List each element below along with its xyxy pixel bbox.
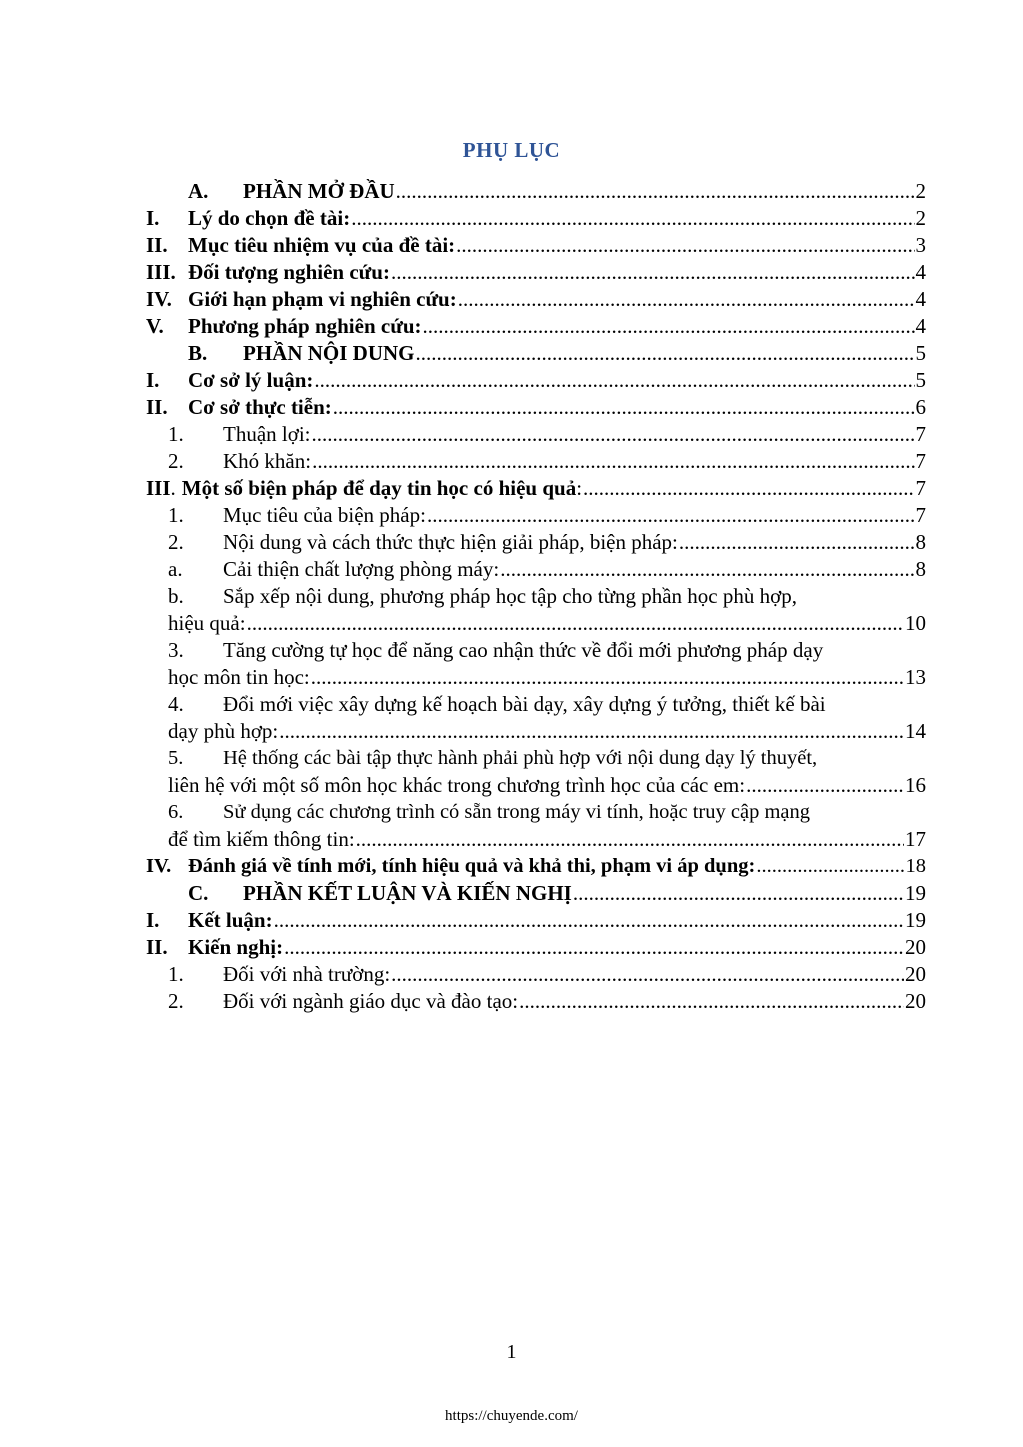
toc-leader-dots bbox=[314, 367, 914, 394]
toc-entry-page: 14 bbox=[905, 719, 926, 743]
toc-entry-number: 2. bbox=[168, 989, 184, 1013]
toc-leader-dots bbox=[391, 259, 915, 286]
toc-entry-page: 2 bbox=[915, 206, 926, 230]
toc-entry[interactable] bbox=[146, 259, 926, 286]
toc-entry-number: I. bbox=[146, 206, 160, 230]
toc-leader-dots bbox=[391, 961, 904, 988]
toc-entry-text-continued: liên hệ với một số môn học khác trong chương trình học của các em: bbox=[168, 773, 746, 797]
toc-entry-number: IV. bbox=[146, 855, 172, 877]
toc-entry-text: Cơ sở lý luận: bbox=[188, 368, 314, 392]
toc-entry-text: Sắp xếp nội dung, phương pháp học tập cho từng phần học phù hợp, bbox=[223, 584, 797, 608]
toc-entry[interactable] bbox=[146, 394, 926, 421]
toc-entry-number: 2. bbox=[168, 530, 184, 554]
toc-entry-page: 4 bbox=[915, 314, 926, 338]
toc-leader-dots bbox=[311, 664, 904, 691]
toc-entry[interactable] bbox=[146, 988, 926, 1015]
toc-entry-page: 10 bbox=[905, 611, 926, 635]
toc-entry-number: IV. bbox=[146, 287, 172, 311]
toc-entry-text: Thuận lợi: bbox=[223, 422, 311, 446]
toc-entry-page: 2 bbox=[915, 179, 926, 203]
toc-entry-text-continued: để tìm kiếm thông tin: bbox=[168, 827, 355, 851]
toc-entry-part-c[interactable] bbox=[146, 880, 926, 907]
toc-entry-number: a. bbox=[168, 557, 183, 581]
toc-entry-text: Lý do chọn đề tài: bbox=[188, 206, 351, 230]
toc-entry-text: Cải thiện chất lượng phòng máy: bbox=[223, 557, 500, 581]
toc-entry-page: 7 bbox=[915, 503, 926, 527]
toc-entry-number: 4. bbox=[168, 692, 184, 716]
toc-entry-text: Kiến nghị: bbox=[188, 935, 284, 959]
toc-leader-dots bbox=[427, 502, 915, 529]
toc-leader-dots bbox=[279, 718, 904, 745]
toc-entry[interactable] bbox=[146, 286, 926, 313]
toc-leader-dots bbox=[312, 421, 915, 448]
toc-entry-number: V. bbox=[146, 314, 164, 338]
toc-entry-text: Đối với ngành giáo dục và đào tạo: bbox=[223, 989, 519, 1013]
toc-entry-page: 18 bbox=[905, 855, 926, 877]
toc-title: PHỤ LỤC bbox=[462, 138, 561, 162]
toc-entry-page: 4 bbox=[915, 260, 926, 284]
toc-entry-text: Sử dụng các chương trình có sẵn trong máy vi tính, hoặc truy cập mạng bbox=[223, 801, 810, 823]
toc-entry-number: 2. bbox=[168, 449, 184, 473]
toc-entry-page: 20 bbox=[905, 935, 926, 959]
toc-entry-number: I. bbox=[146, 908, 160, 932]
toc-entry-page: 7 bbox=[915, 422, 926, 446]
toc-entry-page: 19 bbox=[905, 908, 926, 932]
toc-entry-text: Hệ thống các bài tập thực hành phải phù hợp với nội dung dạy lý thuyết, bbox=[223, 747, 818, 769]
toc-entry-number: 6. bbox=[168, 801, 184, 823]
toc-entry-text: PHẦN MỞ ĐẦU bbox=[243, 179, 395, 203]
toc-leader-dots bbox=[679, 529, 915, 556]
toc-entry-text: Một số biện pháp để dạy tin học có hiệu quả bbox=[181, 476, 577, 500]
toc-entry-text: Phương pháp nghiên cứu: bbox=[188, 314, 422, 338]
toc-leader-dots bbox=[573, 880, 904, 907]
toc-entry-text: PHẦN KẾT LUẬN VÀ KIẾN NGHỊ bbox=[243, 881, 572, 905]
toc-entry-text-continued: học môn tin học: bbox=[168, 665, 310, 689]
toc-entry[interactable] bbox=[146, 421, 926, 448]
toc-leader-dots bbox=[746, 772, 904, 799]
page-number: 1 bbox=[506, 1341, 517, 1363]
toc-entry-number: 3. bbox=[168, 638, 184, 662]
toc-entry-number: C. bbox=[188, 881, 209, 905]
toc-entry[interactable] bbox=[146, 529, 926, 556]
toc-leader-dots bbox=[458, 286, 915, 313]
toc-entry-page: 13 bbox=[905, 665, 926, 689]
toc-entry[interactable] bbox=[146, 448, 926, 475]
toc-entry-page: 8 bbox=[915, 530, 926, 554]
toc-entry-text: PHẦN NỘI DUNG bbox=[243, 341, 415, 365]
toc-entry-text: Cơ sở thực tiễn: bbox=[188, 395, 332, 419]
toc-entry-text: Đánh giá về tính mới, tính hiệu quả và khả thi, phạm vi áp dụng: bbox=[188, 855, 756, 877]
toc-leader-dots bbox=[284, 934, 904, 961]
toc-entry[interactable] bbox=[146, 313, 926, 340]
toc-entry-number: 1. bbox=[168, 422, 184, 446]
toc-leader-dots bbox=[247, 610, 904, 637]
toc-entry-number: I. bbox=[146, 368, 160, 392]
toc-entry-page: 19 bbox=[905, 881, 926, 905]
toc-entry-number: B. bbox=[188, 341, 208, 365]
toc-entry-page: 5 bbox=[915, 341, 926, 365]
toc-entry-number: III. bbox=[146, 260, 176, 284]
toc-entry[interactable] bbox=[146, 205, 926, 232]
toc-entry-number: III bbox=[146, 476, 171, 500]
toc-leader-dots bbox=[312, 448, 914, 475]
toc-entry-page: 7 bbox=[915, 476, 926, 500]
toc-entry-number: 5. bbox=[168, 747, 184, 769]
toc-entry-number: II. bbox=[146, 395, 168, 419]
toc-entry-number: 1. bbox=[168, 962, 184, 986]
toc-entry-number: 1. bbox=[168, 503, 184, 527]
toc-leader-dots bbox=[423, 313, 915, 340]
toc-entry-text: Mục tiêu của biện pháp: bbox=[223, 503, 426, 527]
toc-entry-part-a[interactable] bbox=[146, 178, 926, 205]
toc-entry-multiline[interactable] bbox=[146, 745, 926, 799]
toc-entry-page: 20 bbox=[905, 962, 926, 986]
toc-leader-dots bbox=[356, 826, 904, 853]
toc-entry-page: 6 bbox=[915, 395, 926, 419]
toc-leader-dots bbox=[416, 340, 915, 367]
toc-entry-page: 4 bbox=[915, 287, 926, 311]
toc-entry-text: Kết luận: bbox=[188, 908, 273, 932]
toc-entry-page: 17 bbox=[905, 827, 926, 851]
toc-entry-number: A. bbox=[188, 179, 209, 203]
toc-entry-page: 8 bbox=[915, 557, 926, 581]
toc-entry-text: Đối tượng nghiên cứu: bbox=[188, 260, 390, 284]
toc-leader-dots bbox=[500, 556, 914, 583]
toc-entry[interactable]: III . Một số biện pháp để dạy tin học có hiệu quả : ..... 7 bbox=[146, 475, 926, 502]
toc-entry-text-continued: dạy phù hợp: bbox=[168, 719, 279, 743]
toc-entry-text: Đổi mới việc xây dựng kế hoạch bài dạy, xây dựng ý tưởng, thiết kế bài bbox=[223, 692, 826, 716]
toc-entry[interactable] bbox=[146, 961, 926, 988]
toc-entry-number: b. bbox=[168, 584, 184, 608]
toc-leader-dots bbox=[519, 988, 904, 1015]
toc-entry[interactable] bbox=[146, 556, 926, 583]
toc-entry-text: Khó khăn: bbox=[223, 449, 312, 473]
toc-entry[interactable] bbox=[146, 367, 926, 394]
toc-entry-text: Mục tiêu nhiệm vụ của đề tài: bbox=[188, 233, 456, 257]
footer-url[interactable]: https://chuyende.com/ bbox=[445, 1408, 578, 1424]
toc-entry[interactable] bbox=[146, 232, 926, 259]
toc-entry-text: Giới hạn phạm vi nghiên cứu: bbox=[188, 287, 457, 311]
toc-entry-text: Tăng cường tự học để năng cao nhận thức về đổi mới phương pháp dạy bbox=[223, 638, 824, 662]
toc-entry[interactable] bbox=[146, 853, 926, 880]
toc-entry[interactable] bbox=[146, 934, 926, 961]
toc-entry-page: 3 bbox=[915, 233, 926, 257]
toc-entry-number: II. bbox=[146, 935, 168, 959]
toc-entry[interactable] bbox=[146, 502, 926, 529]
toc-leader-dots bbox=[583, 475, 914, 502]
toc-leader-dots bbox=[333, 394, 915, 421]
toc-entry-multiline[interactable] bbox=[146, 691, 926, 745]
toc-leader-dots bbox=[456, 232, 914, 259]
toc-entry-multiline[interactable] bbox=[146, 799, 926, 853]
toc-entry-multiline[interactable] bbox=[146, 637, 926, 691]
toc-leader-dots bbox=[756, 853, 904, 880]
toc-entry-multiline[interactable] bbox=[146, 583, 926, 637]
toc-leader-dots bbox=[274, 907, 904, 934]
toc-entry-page: 20 bbox=[905, 989, 926, 1013]
toc-entry-suffix: : bbox=[576, 476, 583, 500]
toc-entry-page: 5 bbox=[915, 368, 926, 392]
toc-entry-text: Nội dung và cách thức thực hiện giải pháp, biện pháp: bbox=[223, 530, 678, 554]
toc-entry-text-continued: hiệu quả: bbox=[168, 611, 246, 635]
toc-leader-dots bbox=[396, 178, 915, 205]
toc-entry-page: 7 bbox=[915, 449, 926, 473]
toc-entry-number: II. bbox=[146, 233, 168, 257]
toc-entry-text: Đối với nhà trường: bbox=[223, 962, 391, 986]
toc-entry-part-b[interactable] bbox=[146, 340, 926, 367]
toc-leader-dots bbox=[351, 205, 914, 232]
toc-entry[interactable] bbox=[146, 907, 926, 934]
toc-entry-page: 16 bbox=[905, 773, 926, 797]
